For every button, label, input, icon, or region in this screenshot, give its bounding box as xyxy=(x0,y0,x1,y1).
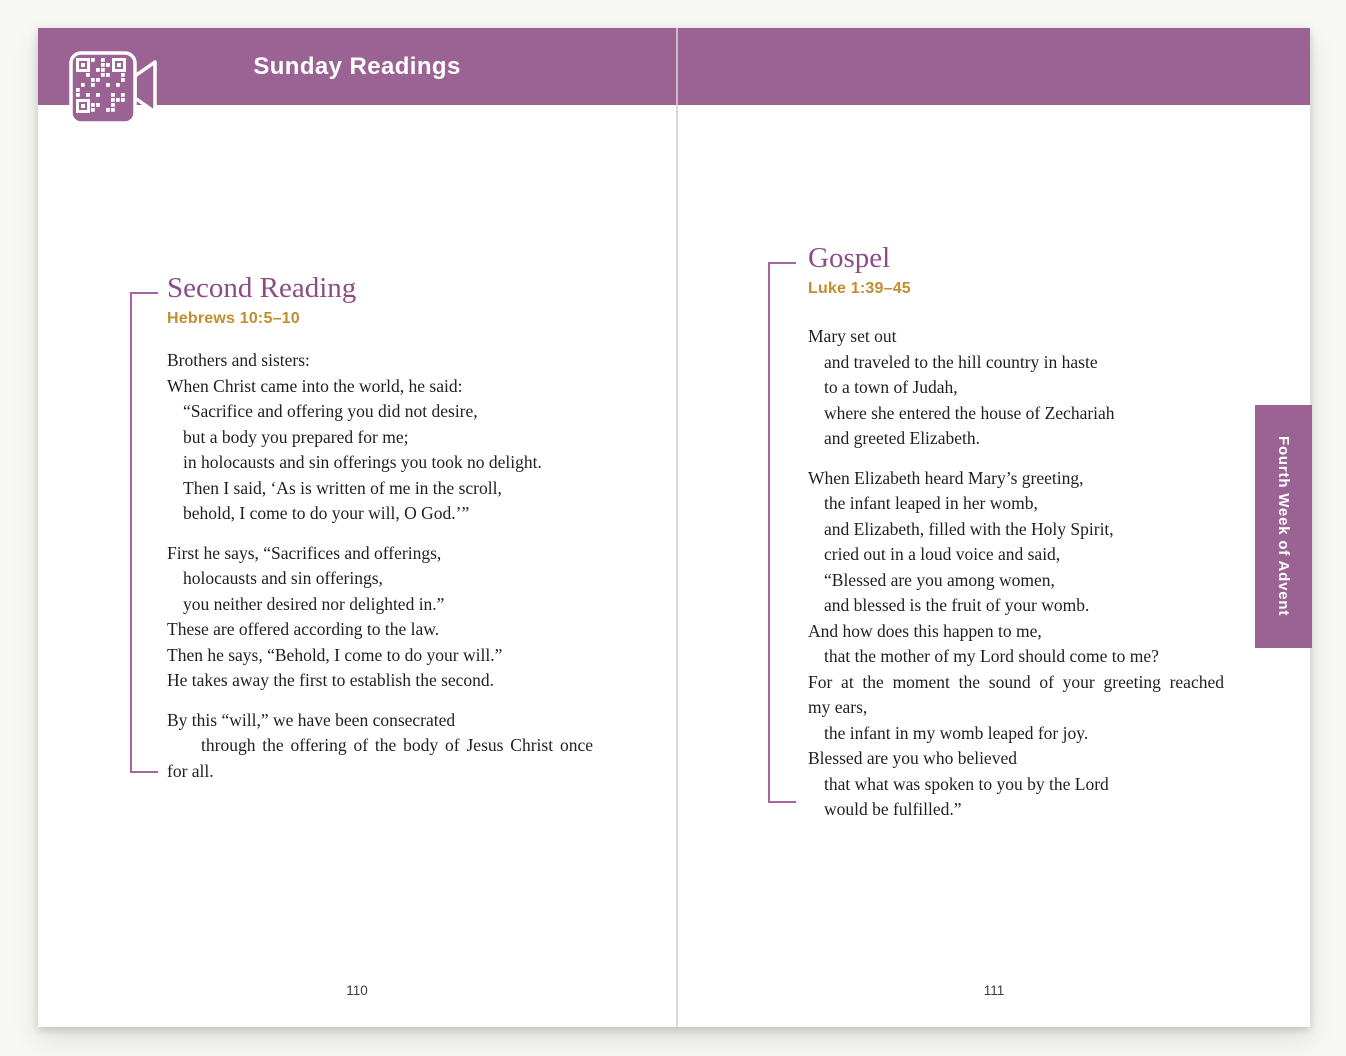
text-line: And how does this happen to me, xyxy=(808,620,1042,641)
text-line: that what was spoken to you by the Lord xyxy=(824,773,1109,794)
text-line: behold, I come to do your will, O God.’” xyxy=(183,503,470,523)
text-line: Then I said, ‘As is written of me in the scroll, xyxy=(183,477,502,498)
text-line: cried out in a loud voice and said, xyxy=(824,544,1061,564)
left-page xyxy=(38,28,676,1027)
text-line: Blessed are you who believed xyxy=(808,748,1017,768)
paragraph xyxy=(167,708,593,785)
text-line: to a town of Judah, xyxy=(824,377,958,397)
text-line: Mary set out xyxy=(808,326,897,346)
side-tab-week-label xyxy=(1255,405,1312,648)
text-line: for all. xyxy=(167,760,214,781)
scripture-reference: Hebrews 10:5–10 xyxy=(167,310,300,327)
text-line: and traveled to the hill country in haste xyxy=(824,351,1098,372)
text-line: Then he says, “Behold, I come to do your will.” xyxy=(167,644,503,665)
right-heading-block xyxy=(808,242,911,298)
text-line: where she entered the house of Zechariah xyxy=(824,402,1115,423)
page-number: 110 xyxy=(346,983,368,998)
page-number: 111 xyxy=(983,983,1005,998)
text-line: and greeted Elizabeth. xyxy=(824,428,980,448)
left-bracket-decoration xyxy=(130,292,158,773)
text-line: When Christ came into the world, he said: xyxy=(167,375,463,396)
right-page xyxy=(678,28,1310,1027)
reading-text xyxy=(808,324,1224,837)
text-line: “Blessed are you among women, xyxy=(824,569,1055,590)
text-line: my ears, xyxy=(808,697,868,717)
text-line: would be fulfilled.” xyxy=(824,799,962,819)
paragraph xyxy=(808,324,1224,452)
paragraph xyxy=(808,466,1224,823)
left-heading-block xyxy=(167,272,356,328)
text-line: in holocausts and sin offerings you took no delight. xyxy=(183,452,542,472)
text-line: you neither desired nor delighted in.” xyxy=(183,593,445,614)
page-title: Sunday Readings xyxy=(253,53,461,80)
text-line: He takes away the first to establish the second. xyxy=(167,670,495,690)
paragraph xyxy=(167,348,593,527)
scripture-reference: Luke 1:39–45 xyxy=(808,280,911,297)
text-line: “Sacrifice and offering you did not desire, xyxy=(183,401,478,421)
right-bracket-decoration xyxy=(768,262,796,803)
text-line: the infant leaped in her womb, xyxy=(824,493,1038,513)
reading-text xyxy=(167,348,593,798)
text-line: that the mother of my Lord should come to me? xyxy=(824,646,1159,666)
text-line: When Elizabeth heard Mary’s greeting, xyxy=(808,467,1084,488)
text-line: but a body you prepared for me; xyxy=(183,426,409,447)
text-line: First he says, “Sacrifices and offerings, xyxy=(167,542,442,563)
reading-heading: Gospel xyxy=(808,242,891,274)
text-line: and Elizabeth, filled with the Holy Spirit, xyxy=(824,518,1114,539)
text-line: and blessed is the fruit of your womb. xyxy=(824,595,1090,615)
text-line: These are offered according to the law. xyxy=(167,619,440,639)
side-tab-text: Fourth Week of Advent xyxy=(1275,436,1292,617)
book-spread xyxy=(38,28,1310,1027)
text-line: through the offering of the body of Jesus Christ once xyxy=(201,735,593,755)
text-line: the infant in my womb leaped for joy. xyxy=(824,722,1089,743)
text-line: Brothers and sisters: xyxy=(167,350,310,370)
text-line: For at the moment the sound of your greeting reached xyxy=(808,671,1224,692)
text-line: By this “will,” we have been consecrated xyxy=(167,709,456,730)
paragraph xyxy=(167,541,593,694)
reading-heading: Second Reading xyxy=(167,272,357,304)
text-line: holocausts and sin offerings, xyxy=(183,568,383,588)
